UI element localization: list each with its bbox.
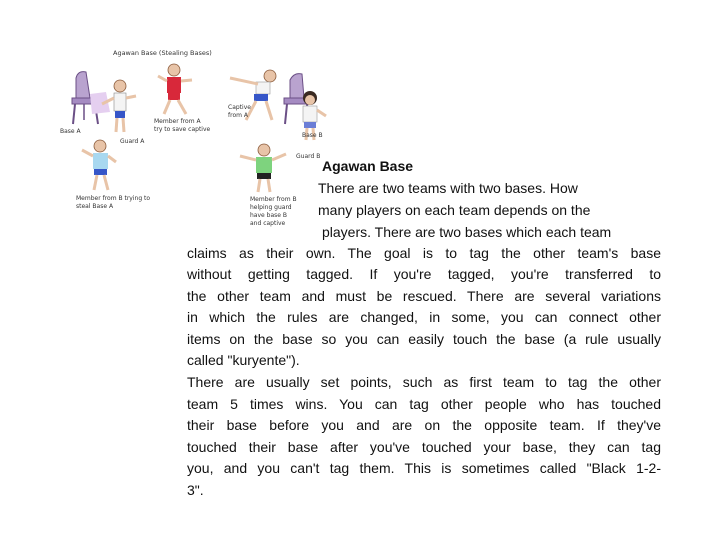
- member-from-b-helping-label-2: helping guard: [250, 204, 292, 211]
- agawan-base-illustration: [58, 40, 328, 240]
- member-from-a-figure-icon: [158, 64, 192, 114]
- article-line-15: 3".: [187, 482, 204, 498]
- article-line-14: you, and you can't tag them. This is sometimes called "Black 1-2-: [187, 460, 661, 476]
- article-line-8: items on the base so you can easily touch the base (a rule usually: [187, 331, 661, 347]
- illustration-heading: Agawan Base (Stealing Bases): [113, 49, 212, 57]
- article-title: Agawan Base: [322, 158, 414, 174]
- base-b-label: Base B: [302, 132, 323, 139]
- guard-b-label: Guard B: [296, 153, 321, 160]
- article-line-4: claims as their own. The goal is to tag the other team's base: [187, 245, 661, 261]
- article-line-2: many players on each team depends on the: [318, 202, 591, 218]
- article-line-11: team 5 times wins. You can tag other people who has touched: [187, 396, 661, 412]
- member-from-a-label-2: try to save captive: [154, 126, 211, 133]
- captive-from-a-label-2: from A: [228, 112, 248, 119]
- article-line-5: without getting tagged. If you're tagged, you're transferred to: [187, 266, 661, 282]
- article-line-1: There are two teams with two bases. How: [318, 180, 578, 196]
- article-line-10: There are usually set points, such as first team to tag the other: [187, 374, 661, 390]
- member-from-a-label-1: Member from A: [154, 118, 201, 125]
- member-from-b-steal-label-2: steal Base A: [76, 203, 114, 210]
- base-a-label: Base A: [60, 128, 81, 135]
- member-from-b-helping-figure-icon: [240, 144, 286, 192]
- member-from-b-steal-label-1: Member from B trying to: [76, 195, 151, 202]
- guard-a-figure-icon: [90, 80, 136, 132]
- member-from-b-stealing-figure-icon: [82, 140, 116, 190]
- guard-a-label: Guard A: [120, 138, 145, 145]
- article-line-12: their base before you and are on the opposite team. If they've: [187, 417, 661, 433]
- article-line-13: touched their base after you've touched your base, they can tag: [187, 439, 661, 455]
- member-from-b-helping-label-4: and captive: [250, 220, 286, 227]
- article-line-7: in which the rules are changed, in some, you can connect other: [187, 309, 661, 325]
- captive-from-a-label-1: Captive: [228, 104, 251, 111]
- article-line-9: called "kuryente").: [187, 352, 300, 368]
- article-line-3: players. There are two bases which each team: [322, 224, 612, 240]
- member-from-b-helping-label-3: have base B: [250, 212, 287, 219]
- member-from-b-helping-label-1: Member from B: [250, 196, 297, 203]
- article-line-6: the other team and must be rescued. There are several variations: [187, 288, 661, 304]
